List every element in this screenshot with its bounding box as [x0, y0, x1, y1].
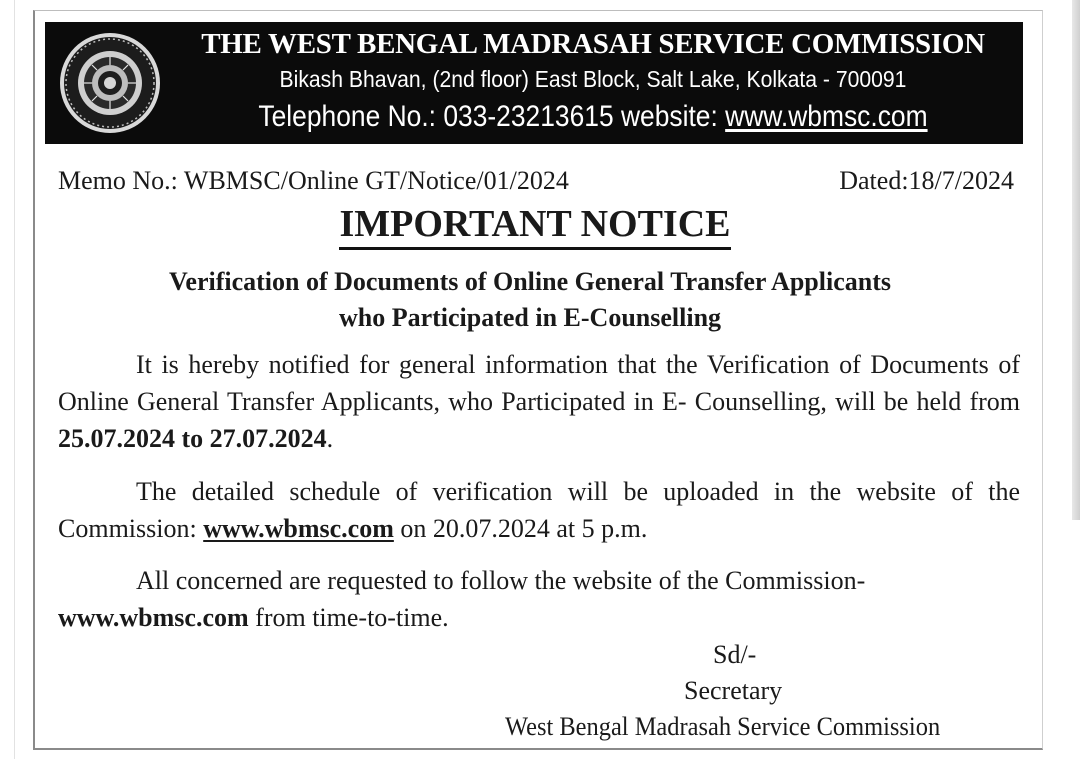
p2-end: on 20.07.2024 at 5 p.m. [393, 514, 648, 543]
commission-address: Bikash Bhavan, (2nd floor) East Block, Salt Lake, Kolkata - 700091 [279, 66, 907, 92]
signature-organization: West Bengal Madrasah Service Commission [505, 712, 941, 741]
notice-date: Dated:18/7/2024 [839, 166, 1014, 195]
left-margin-strip [0, 0, 15, 759]
commission-seal-icon [57, 30, 163, 136]
p1-dates: 25.07.2024 to 27.07.2024 [58, 424, 327, 453]
p3-website-link[interactable]: www.wbmsc.com [58, 603, 249, 632]
signature-designation: Secretary [684, 676, 783, 705]
p3-end: from time-to-time. [248, 603, 449, 632]
notice-title [0, 202, 1070, 246]
p2-text: The detailed schedule of verification will be uploaded in the website of the Commission: [58, 477, 1020, 543]
header-website-link[interactable]: www.wbmsc.com [725, 100, 928, 133]
letterhead-banner [45, 22, 1023, 144]
contact-line [223, 100, 962, 134]
telephone-label: Telephone No.: 033-23213615 website: [258, 100, 726, 133]
paragraph-verification [58, 346, 1020, 457]
subject-line-1: Verification of Documents of Online General Transfer Applicants [169, 267, 891, 296]
notice-subject [0, 264, 1060, 336]
memo-number: Memo No.: WBMSC/Online GT/Notice/01/2024 [58, 166, 569, 195]
p1-text: It is hereby notified for general information that the Verification of Documents of Online General Transfer Applicants, who Participated in E- Counselling, will be held from [58, 350, 1020, 416]
signature-sd: Sd/- [713, 640, 757, 669]
paragraph-schedule [58, 473, 1020, 547]
p3-text: All concerned are requested to follow the website of the Commission- [136, 566, 866, 595]
p2-website-link[interactable]: www.wbmsc.com [203, 514, 394, 543]
scroll-edge-strip [1072, 0, 1080, 520]
subject-line-2: who Participated in E-Counselling [338, 303, 722, 332]
notice-title-text: IMPORTANT NOTICE [339, 203, 730, 250]
paragraph-follow-website [58, 562, 1020, 636]
commission-name: THE WEST BENGAL MADRASAH SERVICE COMMISSION [201, 28, 985, 60]
p1-end: . [326, 424, 334, 453]
